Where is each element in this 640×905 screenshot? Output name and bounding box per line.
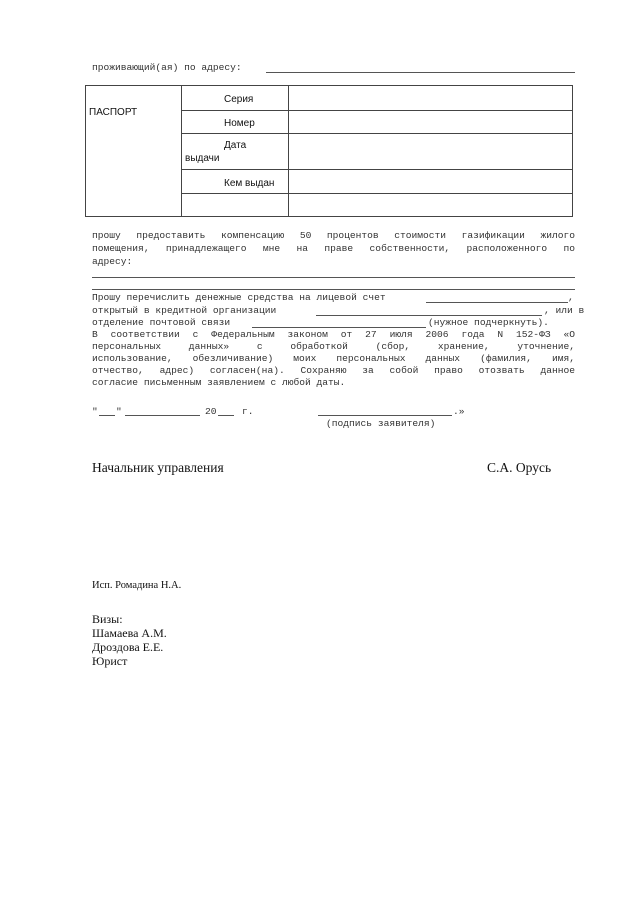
passport-title-cell — [86, 86, 182, 217]
date-day-field[interactable] — [99, 415, 115, 416]
visas-title: Визы: — [92, 612, 123, 626]
issue-date-label-line2: выдачи — [185, 152, 220, 164]
property-address-line-2[interactable] — [92, 289, 575, 290]
signatory-position: Начальник управления — [92, 460, 224, 475]
signatory-name: С.А. Орусь — [487, 460, 552, 475]
consent-line-5: согласие письменным заявлением с любой даты. — [92, 377, 346, 388]
request-line-2: помещения, принадлежащего мне на праве собственности, расположенного по — [92, 243, 575, 254]
series-value-cell[interactable] — [289, 86, 573, 111]
visa-name: Дроздова Е.Е. — [92, 640, 164, 654]
request-line-1: прошу предоставить компенсацию 50 процентов стоимости газификации жилого — [92, 230, 575, 241]
date-year-field[interactable] — [218, 415, 234, 416]
transfer-line-1-end: , — [568, 292, 574, 303]
address-label: проживающий(ая) по адресу: — [92, 62, 242, 73]
property-address-line-1[interactable] — [92, 277, 575, 278]
account-number-field[interactable] — [426, 302, 568, 303]
address-underline[interactable] — [266, 72, 575, 73]
extra-label-cell — [182, 194, 289, 217]
credit-org-field[interactable] — [316, 315, 542, 316]
visa-name: Юрист — [92, 654, 128, 668]
consent-line-2: персональных данных» с обработкой (сбор, хранение, уточнение, — [92, 341, 575, 352]
series-label-cell — [182, 86, 289, 111]
signature-end: .» — [453, 406, 465, 417]
post-office-field[interactable] — [252, 327, 426, 328]
consent-line-4: отчество, адрес) согласен(на). Сохраняю за собой право отозвать данное — [92, 365, 575, 376]
date-year-prefix: 20 — [205, 406, 217, 417]
transfer-line-2-text: открытый в кредитной организации — [92, 305, 277, 316]
issued-by-label: Кем выдан — [224, 177, 275, 189]
extra-value-cell[interactable] — [289, 194, 573, 217]
transfer-line-2-end: , или в — [544, 305, 585, 316]
series-label: Серия — [224, 94, 254, 105]
issue-date-label-cell — [182, 134, 289, 170]
date-quote-close: " — [116, 406, 122, 417]
passport-title: ПАСПОРТ — [89, 107, 138, 118]
consent-line-1: В соответствии с Федеральным законом от 27 июля 2006 года N 152-ФЗ «О — [92, 329, 575, 340]
number-label-cell — [182, 111, 289, 134]
issued-by-value-cell[interactable] — [289, 170, 573, 194]
signature-field[interactable] — [318, 415, 452, 416]
issue-date-value-cell[interactable] — [289, 134, 573, 170]
transfer-line-3-end: (нужное подчеркнуть). — [428, 317, 549, 328]
date-year-suffix: г. — [242, 406, 254, 417]
issue-date-label-line1: Дата — [224, 139, 247, 151]
date-quote-open: " — [92, 406, 98, 417]
request-line-3: адресу: — [92, 256, 133, 267]
date-month-field[interactable] — [125, 415, 200, 416]
transfer-line-1-text: Прошу перечислить денежные средства на лицевой счет — [92, 292, 386, 303]
executor: Исп. Ромадина Н.А. — [92, 580, 182, 591]
number-label: Номер — [224, 118, 255, 129]
consent-line-3: использование, обезличивание) моих персональных данных (фамилия, имя, — [92, 353, 575, 364]
visa-name: Шамаева А.М. — [92, 626, 167, 640]
signature-caption: (подпись заявителя) — [326, 418, 436, 429]
passport-table — [85, 85, 573, 217]
issued-by-label-cell — [182, 170, 289, 194]
transfer-line-3-text: отделение почтовой связи — [92, 317, 231, 328]
number-value-cell[interactable] — [289, 111, 573, 134]
